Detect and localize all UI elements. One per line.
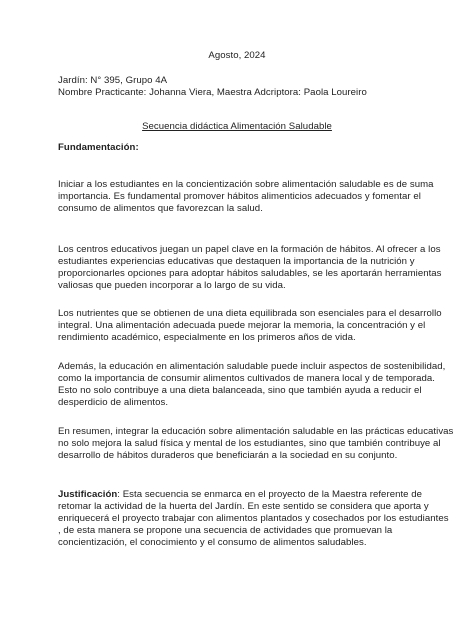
paragraph-line: desperdicio de alimentos. (58, 397, 169, 408)
justificacion-paragraph (58, 489, 449, 549)
document-title: Secuencia didáctica Alimentación Saludable (142, 121, 332, 132)
paragraph-line: rendimiento académico, especialmente en los primeros años de vida. (58, 332, 356, 343)
paragraph-line: integral. Una alimentación adecuada puede mejorar la memoria, la concentración y el (58, 320, 426, 331)
paragraph-1 (58, 179, 434, 215)
paragraph-line: Los centros educativos juegan un papel clave en la formación de hábitos. Al ofrecer a los (58, 244, 441, 255)
paragraph-3 (58, 308, 442, 344)
names-info: Nombre Practicante: Johanna Viera, Maestra Adcriptora: Paola Loureiro (58, 87, 367, 98)
paragraph-line: Iniciar a los estudiantes en la concientización sobre alimentación saludable es de suma (58, 179, 434, 190)
fundamentacion-heading: Fundamentación: (58, 142, 139, 153)
paragraph-line: retomar la actividad de la huerta del Jardín. En este sentido se considera que aporta y (58, 501, 429, 512)
justificacion-label: Justificación (58, 489, 118, 500)
justificacion-first-line-text: : Esta secuencia se enmarca en el proyecto de la Maestra referente de (117, 489, 423, 500)
document-date: Agosto, 2024 (208, 50, 266, 61)
paragraph-line: Los nutrientes que se obtienen de una dieta equilibrada son esenciales para el desarrollo (58, 308, 442, 319)
paragraph-line: importancia. Es fundamental promover hábitos alimenticios adecuados y fomentar el (58, 191, 421, 202)
paragraph-line: enriquecerá el proyecto trabajar con alimentos plantados y cosechados por los estudiantes (58, 513, 449, 524)
paragraph-line: consumo de alimentos que favorezcan la salud. (58, 203, 263, 214)
paragraph-line: Además, la educación en alimentación saludable puede incluir aspectos de sostenibilidad, (58, 361, 446, 372)
paragraph-line: como la importancia de consumir alimentos cultivados de manera local y de temporada. (58, 373, 435, 384)
paragraph-line: concientización, el conocimiento y el consumo de alimentos saludables. (58, 537, 367, 548)
paragraph-5 (58, 426, 453, 462)
paragraph-line: desarrollo de hábitos duraderos que beneficiarán a la sociedad en su conjunto. (58, 450, 398, 461)
justificacion-first-line (58, 489, 449, 501)
paragraph-line: estudiantes experiencias educativas que destaquen la importancia de la nutrición y (58, 256, 415, 267)
paragraph-line: , de esta manera se propone una secuencia de actividades que promuevan la (58, 525, 393, 536)
paragraph-line: valiosas que pueden incorporar a lo largo de su vida. (58, 280, 286, 291)
paragraph-line: Esto no solo contribuye a una dieta balanceada, sino que también ayuda a reducir el (58, 385, 422, 396)
paragraph-line: no solo mejora la salud física y mental de los estudiantes, sino que también contribuye al (58, 438, 441, 449)
paragraph-line: proporcionarles opciones para adoptar hábitos saludables, se les aportarán herramientas (58, 268, 442, 279)
paragraph-2 (58, 244, 442, 292)
garden-info: Jardín: N° 395, Grupo 4A (58, 75, 168, 86)
paragraph-line: En resumen, integrar la educación sobre alimentación saludable en las prácticas educativas (58, 426, 454, 437)
paragraph-4 (58, 361, 445, 409)
